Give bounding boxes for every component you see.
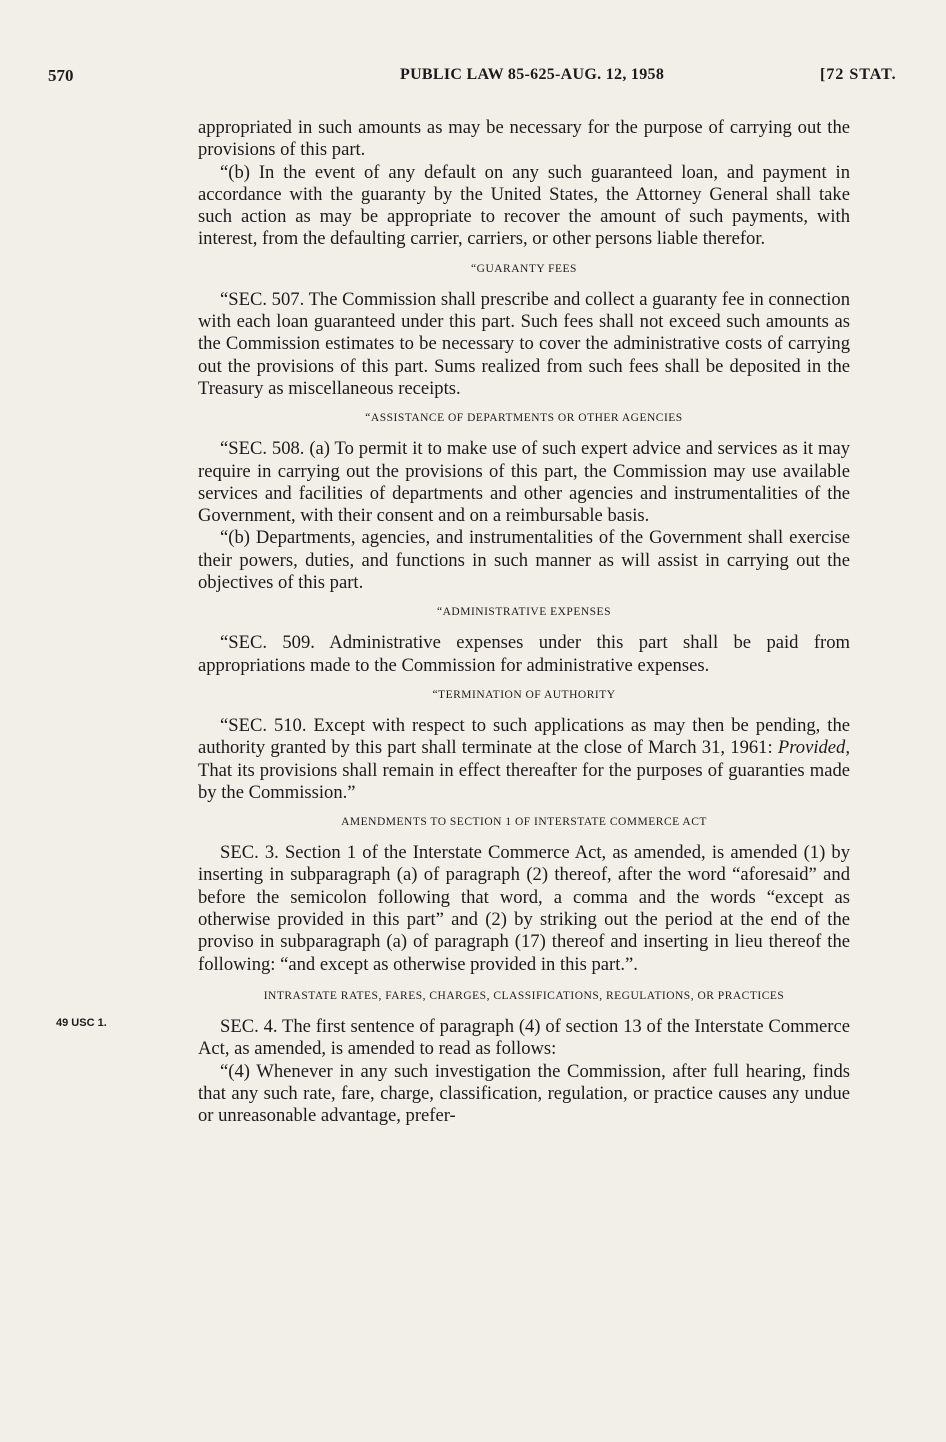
margin-citation: 49 USC 1. — [56, 1017, 107, 1029]
paragraph-sec-508a: “SEC. 508. (a) To permit it to make use of such expert advice and services as it may require in carrying out the provisions of this part, the Commission may use available services and facilities of departments and other agencies and instrumentalities of the Government, with their consent and on a reimbursable basis. — [198, 438, 850, 527]
paragraph-sec-3: SEC. 3. Section 1 of the Interstate Commerce Act, as amended, is amended (1) by inserting in subparagraph (a) of paragraph (2) thereof, after the word “aforesaid” and before the semicolon following that word, a comma and the words “except as otherwise provided in this part” and (2) by striking out the period at the end of the proviso in subparagraph (a) of paragraph (17) thereof and inserting in lieu thereof the following: “and except as otherwise provided in this part.”. — [198, 842, 850, 975]
body-text — [198, 117, 850, 1127]
paragraph-sec-510 — [198, 715, 850, 804]
paragraph-continuation: appropriated in such amounts as may be necessary for the purpose of carrying out the provisions of this part. — [198, 117, 850, 161]
paragraph-sec-4: SEC. 4. The first sentence of paragraph (4) of section 13 of the Interstate Commerce Act, as amended, is amended to read as follows: — [198, 1015, 850, 1060]
heading-termination: “TERMINATION OF AUTHORITY — [432, 688, 616, 701]
heading-administrative-expenses: “ADMINISTRATIVE EXPENSES — [437, 606, 611, 619]
sec-510-provided: Provided, — [777, 737, 850, 759]
page-header — [48, 66, 906, 90]
paragraph-sec-4-para-4: “(4) Whenever in any such investigation the Commission, after full hearing, finds that any such rate, fare, charge, classification, regulation, or practice causes any undue or unreasonable advantage, prefer- — [198, 1060, 850, 1127]
heading-guaranty-fees: “GUARANTY FEES — [471, 262, 577, 275]
running-title: PUBLIC LAW 85-625-AUG. 12, 1958 — [400, 66, 665, 83]
sec-510-text-end: That its provisions shall remain in effect thereafter for the purposes of guaranties made by the Commission.” — [198, 759, 850, 803]
paragraph-sec-509: “SEC. 509. Administrative expenses under this part shall be paid from appropriations made to the Commission for administrative expenses. — [198, 632, 850, 676]
paragraph-sec-507: “SEC. 507. The Commission shall prescribe and collect a guaranty fee in connection with each loan guaranteed under this part. Such fees shall not exceed such amounts as the Commission estimates to be necessary to cover the administrative costs of carrying out the provisions of this part. Sums realized from such fees shall be deposited in the Treasury as miscellaneous receipts. — [198, 288, 850, 399]
paragraph-sec-508b: “(b) Departments, agencies, and instrumentalities of the Government shall exercise their powers, duties, and functions in such manner as will assist in carrying out the objectives of this part. — [198, 527, 850, 594]
paragraph-default-recovery: “(b) In the event of any default on any such guaranteed loan, and payment in accordance with the guaranty by the United States, the Attorney General shall take such action as may be appropriate to recover the amount of such payments, with interest, from the defaulting carrier, carriers, or other persons liable therefor. — [198, 161, 850, 250]
sec-510-text-start: “SEC. 510. Except with respect to such applications as may then be pending, the authority granted by this part shall terminate at the close of March 31, 1961: — [198, 714, 850, 759]
volume-citation: [72 STAT. — [820, 66, 897, 83]
heading-assistance: “ASSISTANCE OF DEPARTMENTS OR OTHER AGENCIES — [365, 412, 683, 425]
heading-intrastate-rates: INTRASTATE RATES, FARES, CHARGES, CLASSIFICATIONS, REGULATIONS, OR PRACTICES — [263, 989, 785, 1002]
page-number: 570 — [48, 66, 74, 85]
heading-amendments-section-1: AMENDMENTS TO SECTION 1 OF INTERSTATE COMMERCE ACT — [341, 816, 707, 829]
